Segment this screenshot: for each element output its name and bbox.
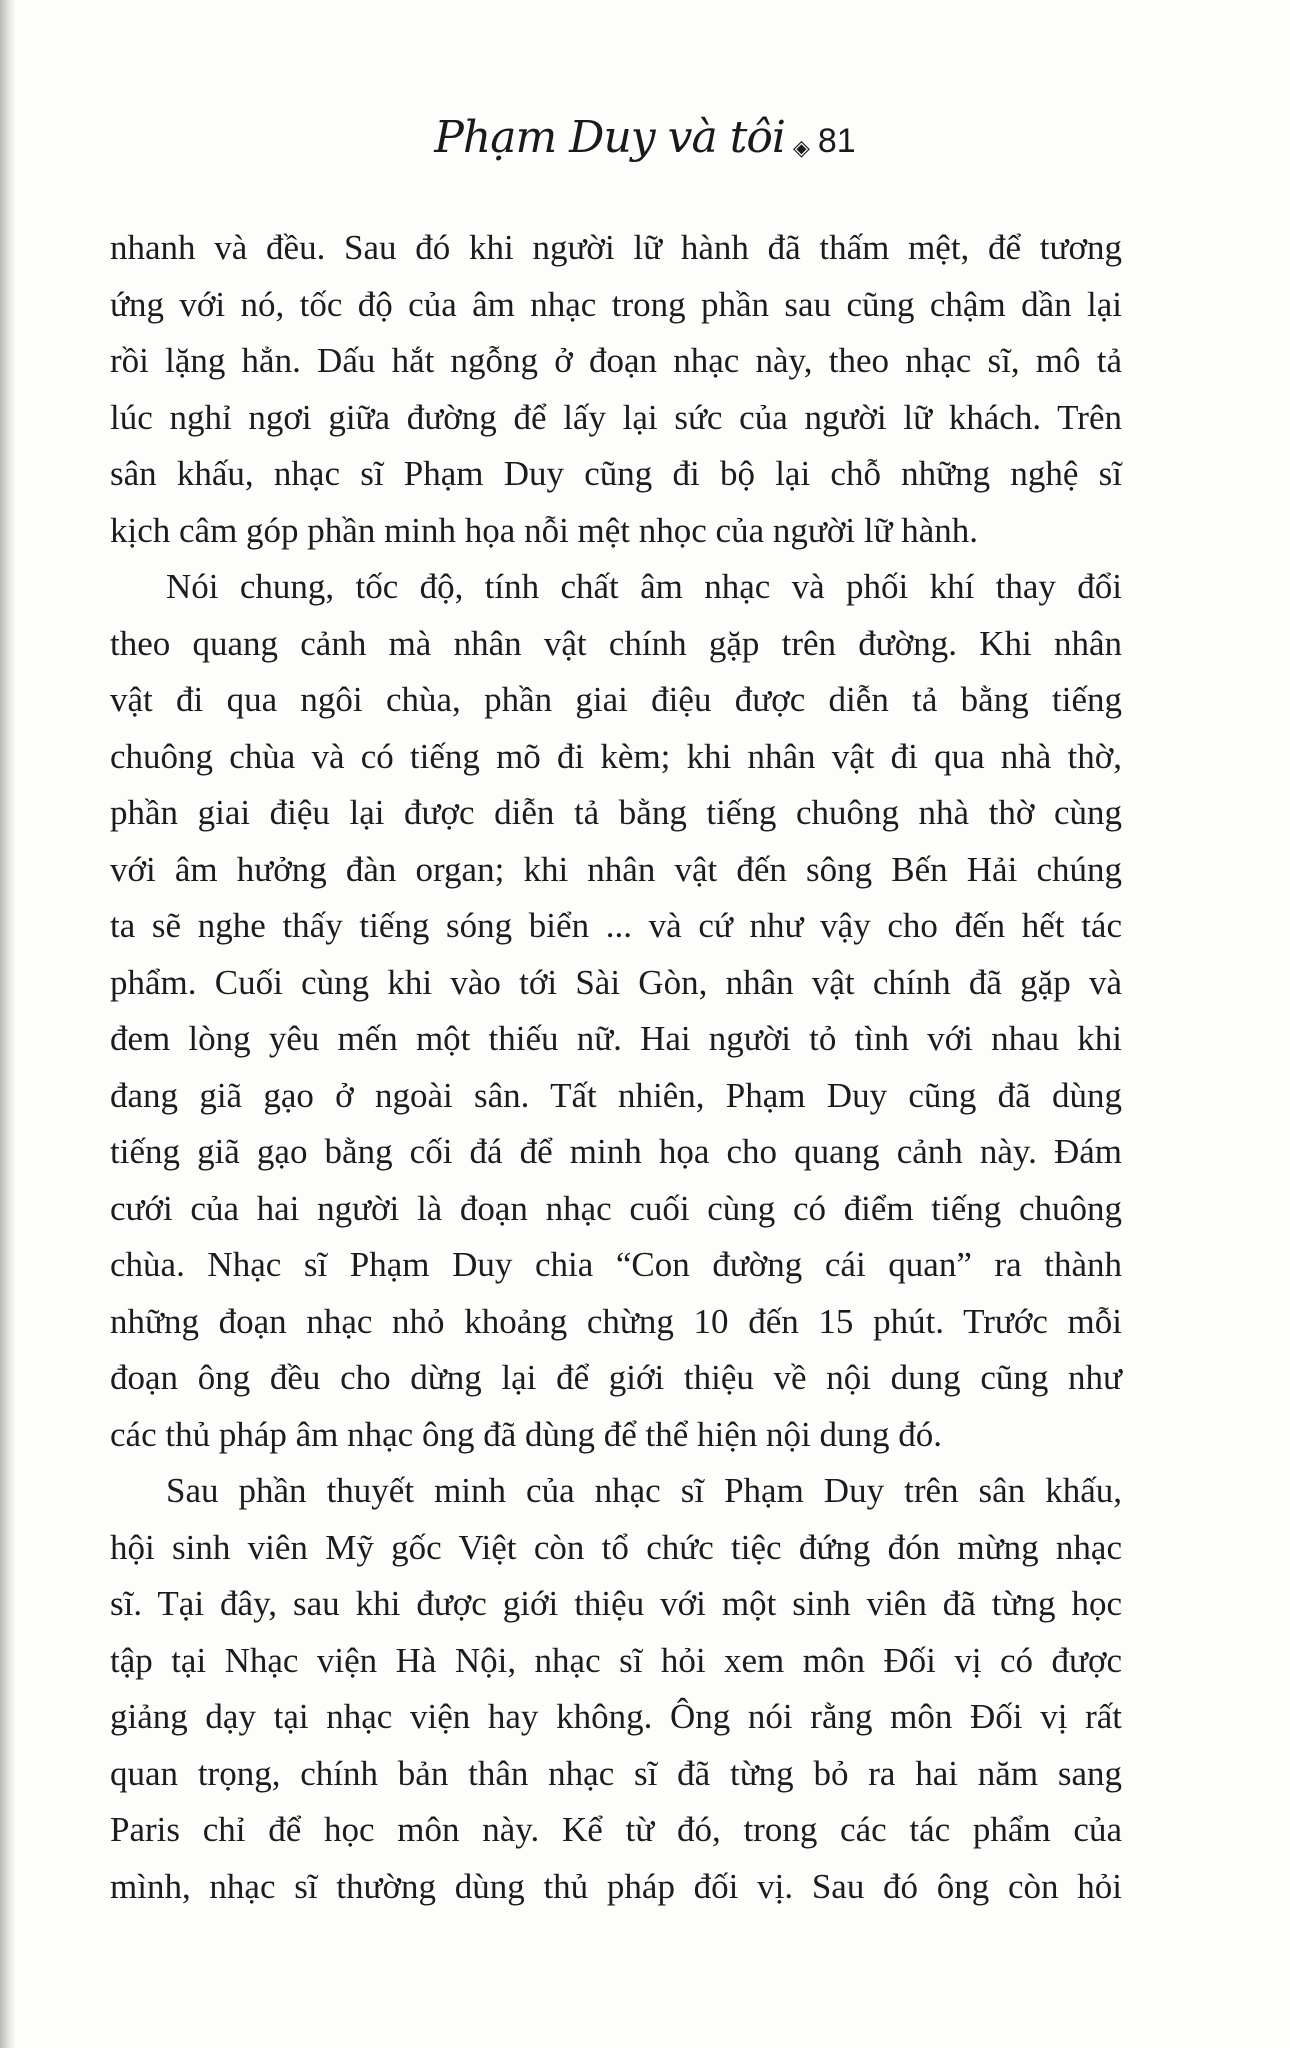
text-line: ứng với nó, tốc độ của âm nhạc trong phần sau cũng chậm dần lại [110,284,1122,324]
running-header [0,112,1290,163]
text-line: cưới của hai người là đoạn nhạc cuối cùng có điểm tiếng chuông [110,1188,1122,1228]
diamond-separator-icon: ◈ [792,135,810,161]
text-line: những đoạn nhạc nhỏ khoảng chừng 10 đến 15 phút. Trước mỗi [110,1301,1122,1341]
page-number: 81 [817,122,856,160]
text-line: chuông chùa và có tiếng mõ đi kèm; khi nhân vật đi qua nhà thờ, [110,736,1122,776]
text-line: sân khấu, nhạc sĩ Phạm Duy cũng đi bộ lại chỗ những nghệ sĩ [110,454,1122,493]
text-line: chùa. Nhạc sĩ Phạm Duy chia “Con đường cái quan” ra thành [110,1245,1122,1284]
text-line: nhanh và đều. Sau đó khi người lữ hành đã thấm mệt, để tương [110,228,1122,267]
text-line: tiếng giã gạo bằng cối đá để minh họa cho quang cảnh này. Đám [110,1132,1122,1171]
paragraph [110,559,1122,1463]
paragraph [110,1463,1122,1915]
text-line: sĩ. Tại đây, sau khi được giới thiệu với một sinh viên đã từng học [110,1584,1122,1623]
text-line: với âm hưởng đàn organ; khi nhân vật đến sông Bến Hải chúng [110,849,1122,889]
text-line: các thủ pháp âm nhạc ông đã dùng để thể hiện nội dung đó. [110,1414,943,1454]
page-body [110,220,1122,1915]
text-line: đoạn ông đều cho dừng lại để giới thiệu về nội dung cũng như [110,1358,1122,1397]
text-line: tập tại Nhạc viện Hà Nội, nhạc sĩ hỏi xem môn Đối vị có được [110,1640,1122,1680]
book-title: Phạm Duy và tôi [434,112,785,163]
text-line: ta sẽ nghe thấy tiếng sóng biển ... và cứ như vậy cho đến hết tác [110,906,1122,945]
text-line: Nói chung, tốc độ, tính chất âm nhạc và phối khí thay đổi [166,567,1122,606]
text-line: Sau phần thuyết minh của nhạc sĩ Phạm Duy trên sân khấu, [166,1471,1122,1510]
text-line: phẩm. Cuối cùng khi vào tới Sài Gòn, nhân vật chính đã gặp và [110,962,1122,1002]
paragraph [110,220,1122,559]
text-line: phần giai điệu lại được diễn tả bằng tiếng chuông nhà thờ cùng [110,793,1122,832]
text-line: Paris chỉ để học môn này. Kể từ đó, trong các tác phẩm của [110,1810,1122,1849]
text-line: đem lòng yêu mến một thiếu nữ. Hai người tỏ tình với nhau khi [110,1019,1122,1058]
text-line: hội sinh viên Mỹ gốc Việt còn tổ chức tiệc đứng đón mừng nhạc [110,1527,1122,1567]
text-line: vật đi qua ngôi chùa, phần giai điệu được diễn tả bằng tiếng [110,680,1122,719]
text-line: theo quang cảnh mà nhân vật chính gặp trên đường. Khi nhân [110,623,1122,663]
text-line: đang giã gạo ở ngoài sân. Tất nhiên, Phạm Duy cũng đã dùng [110,1075,1122,1115]
text-line: lúc nghỉ ngơi giữa đường để lấy lại sức của người lữ khách. Trên [110,397,1122,437]
page-binding-shadow [0,0,16,2048]
text-line: giảng dạy tại nhạc viện hay không. Ông nói rằng môn Đối vị rất [110,1697,1122,1736]
text-line: quan trọng, chính bản thân nhạc sĩ đã từng bỏ ra hai năm sang [110,1753,1122,1793]
text-line: mình, nhạc sĩ thường dùng thủ pháp đối vị. Sau đó ông còn hỏi [110,1866,1122,1906]
text-line: kịch câm góp phần minh họa nỗi mệt nhọc của người lữ hành. [110,510,979,550]
text-line: rồi lặng hẳn. Dấu hắt ngỗng ở đoạn nhạc này, theo nhạc sĩ, mô tả [110,341,1122,380]
